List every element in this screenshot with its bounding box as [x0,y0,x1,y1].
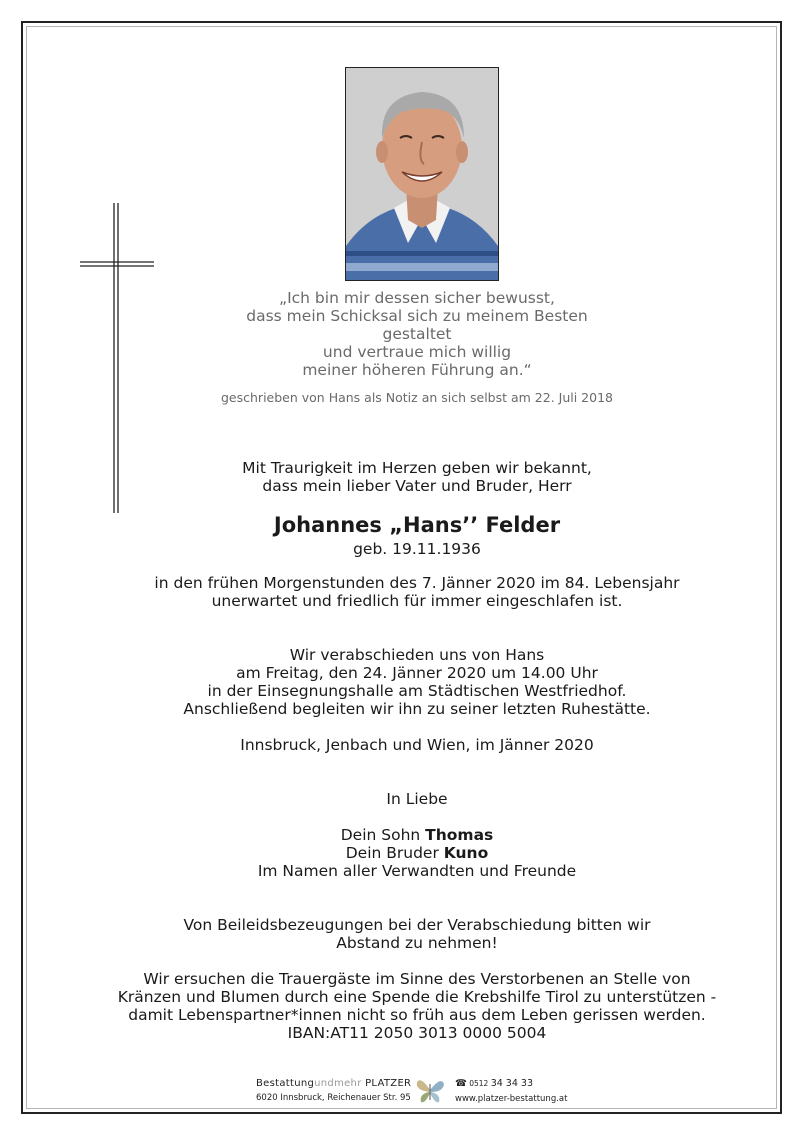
quote-line: gestaltet [382,325,452,343]
quote-line: „Ich bin mir dessen sicher bewusst, [279,289,555,307]
quote-line: meiner höheren Führung an.“ [302,361,532,379]
farewell-line: am Freitag, den 24. Jänner 2020 um 14.00 Uhr [236,664,598,682]
quote-line: dass mein Schicksal sich zu meinem Besten [246,307,588,325]
funeral-home-contact [455,1078,567,1104]
family-signatures [60,826,774,880]
funeral-home-name [256,1078,411,1089]
farewell-line: Wir verabschieden uns von Hans [289,646,545,664]
phone-line [455,1078,567,1089]
donation-line: Kränzen und Blumen durch eine Spende die Krebshilfe Tirol zu unterstützen - [117,988,717,1006]
brand-part: undmehr [314,1078,362,1089]
announcement-line: dass mein lieber Vater und Bruder, Herr [262,477,572,495]
relatives-line: Im Namen aller Verwandten und Freunde [257,862,577,880]
death-notice [60,574,774,610]
brother-prefix: Dein Bruder [345,844,444,862]
quote-line: und vertraue mich willig [322,343,512,361]
phone-icon: ☎ [455,1078,467,1089]
donation-line: damit Lebenspartner*innen nicht so früh aus dem Leben gerissen werden. [128,1006,706,1024]
funeral-home-footer [0,1076,805,1106]
phone-prefix: 0512 [466,1079,491,1088]
birth-date: geb. 19.11.1936 [353,540,481,558]
son-name: Thomas [425,826,494,844]
funeral-home-info [256,1078,411,1103]
son-line [60,826,774,844]
brother-name: Kuno [443,844,489,862]
son-prefix: Dein Sohn [340,826,426,844]
portrait-photo [345,67,499,281]
farewell-line: in der Einsegnungshalle am Städtischen Westfriedhof. [207,682,627,700]
brother-line [60,844,774,862]
phone-number: 34 34 33 [490,1078,534,1089]
in-love-heading: In Liebe [386,790,448,808]
announcement-line: Mit Traurigkeit im Herzen geben wir bekannt, [242,459,592,477]
deceased-name: Johannes „Hans’’ Felder [273,513,561,537]
butterfly-logo [415,1076,445,1104]
donation-request [60,970,774,1042]
condolence-line: Abstand zu nehmen! [336,934,498,952]
death-line: unerwartet und friedlich für immer eingeschlafen ist. [211,592,623,610]
funeral-home-address: 6020 Innsbruck, Reichenauer Str. 95 [256,1093,411,1103]
farewell-details [60,646,774,718]
website-link[interactable]: www.platzer-bestattung.at [455,1094,568,1104]
condolence-line: Von Beileidsbezeugungen bei der Verabschiedung bitten wir [183,916,651,934]
condolence-note [60,916,774,952]
brand-part: PLATZER [361,1078,412,1089]
announcement [60,459,774,495]
farewell-line: Anschließend begleiten wir ihn zu seiner letzten Ruhestätte. [183,700,651,718]
quote [60,289,774,379]
brand-part: Bestattung [256,1078,315,1089]
place-and-date: Innsbruck, Jenbach und Wien, im Jänner 2020 [240,736,594,754]
quote-attribution: geschrieben von Hans als Notiz an sich selbst am 22. Juli 2018 [221,390,613,405]
death-line: in den frühen Morgenstunden des 7. Jänner 2020 im 84. Lebensjahr [154,574,680,592]
donation-line: Wir ersuchen die Trauergäste im Sinne des Verstorbenen an Stelle von [143,970,691,988]
iban: IBAN:AT11 2050 3013 0000 5004 [287,1024,547,1042]
